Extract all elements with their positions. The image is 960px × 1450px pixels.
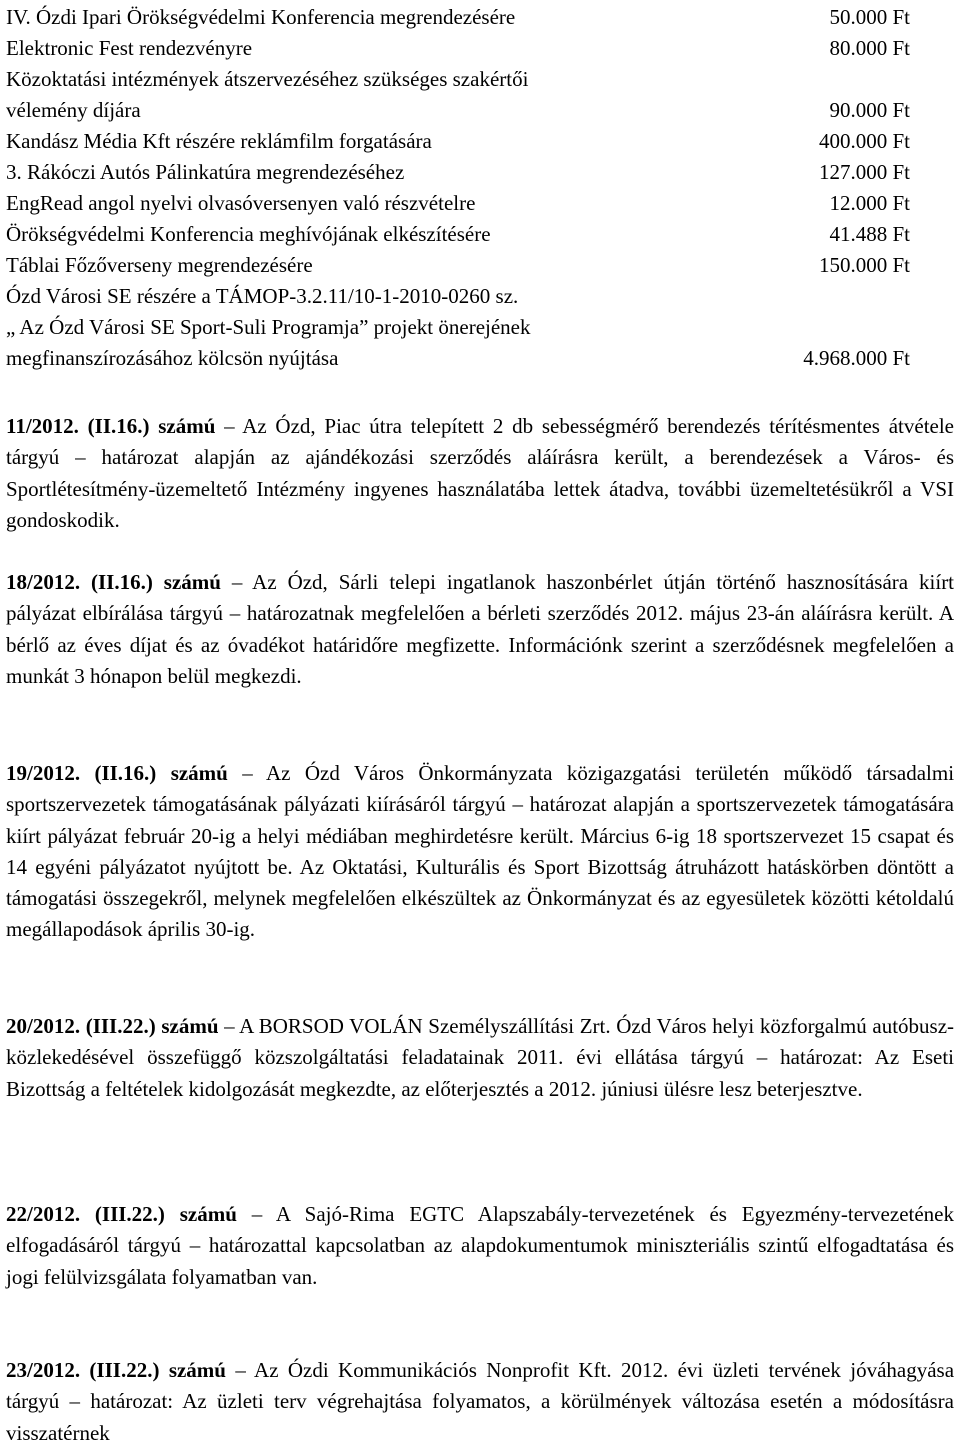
expense-amount: 12.000 Ft — [829, 191, 910, 215]
resolution-keyword: számú — [158, 414, 216, 438]
expense-row — [6, 64, 956, 95]
resolution-keyword: számú — [163, 570, 221, 594]
expense-description: „ Az Ózd Városi SE Sport-Suli Programja” projekt önerejének — [6, 315, 531, 339]
resolution-dash: – — [235, 1358, 246, 1382]
resolution-text: Az Ózd, Sárli telepi ingatlanok haszonbérlet útján történő hasznosítására kiírt pályázat elbírálása tárgyú – határozatnak megfelelően a bérleti szerződés 2012. május 23-án aláírásra került. A bérlő az éves díjat és az óvadékot határidőre megfizette. Információnk szerint a szerződésnek megfelelően a munkát 3 hónapon belül megkezdi. — [6, 570, 955, 688]
expense-description: Kandász Média Kft részére reklámfilm forgatására — [6, 129, 432, 153]
expense-list — [6, 2, 956, 374]
resolution-dash: – — [242, 761, 253, 785]
expense-row — [6, 157, 956, 188]
expense-amount: 400.000 Ft — [818, 129, 910, 153]
expense-row — [6, 250, 956, 281]
expense-description: Táblai Főzőverseny megrendezésére — [6, 253, 313, 277]
resolution-dash: – — [224, 1014, 235, 1038]
resolution-dash: – — [251, 1202, 263, 1226]
expense-amount: 80.000 Ft — [829, 36, 910, 60]
expense-description: megfinanszírozásához kölcsön nyújtása — [6, 346, 339, 370]
expense-description: Örökségvédelmi Konferencia meghívójának elkészítésére — [6, 222, 491, 246]
resolution-dash: – — [224, 414, 235, 438]
resolution-11-2012 — [6, 411, 954, 536]
expense-description: IV. Ózdi Ipari Örökségvédelmi Konferencia megrendezésére — [6, 5, 516, 29]
resolution-20-2012 — [6, 1011, 954, 1105]
expense-row — [6, 281, 956, 312]
resolution-number: 18/2012. (II.16.) — [6, 570, 153, 594]
resolution-number: 22/2012. (III.22.) — [6, 1202, 165, 1226]
resolution-number: 23/2012. (III.22.) — [6, 1358, 160, 1382]
expense-description: Ózd Városi SE részére a TÁMOP-3.2.11/10-1-2010-0260 sz. — [6, 284, 519, 308]
resolution-19-2012 — [6, 758, 954, 946]
resolution-22-2012 — [6, 1199, 954, 1293]
expense-row — [6, 343, 956, 374]
expense-description: 3. Rákóczi Autós Pálinkatúra megrendezéséhez — [6, 160, 405, 184]
expense-description: Közoktatási intézmények átszervezéséhez szükséges szakértői — [6, 67, 529, 91]
expense-row — [6, 2, 956, 33]
expense-description: Elektronic Fest rendezvényre — [6, 36, 253, 60]
resolution-keyword: számú — [161, 1014, 219, 1038]
resolution-keyword: számú — [168, 1358, 226, 1382]
expense-row — [6, 188, 956, 219]
expense-description: EngRead angol nyelvi olvasóversenyen való részvételre — [6, 191, 476, 215]
expense-amount: 150.000 Ft — [818, 253, 910, 277]
expense-row — [6, 312, 956, 343]
resolution-keyword: számú — [170, 761, 228, 785]
resolution-number: 20/2012. (III.22.) — [6, 1014, 156, 1038]
expense-amount: 4.968.000 Ft — [803, 346, 910, 370]
resolution-text: A Sajó-Rima EGTC Alapszabály-tervezetének és Egyezmény-tervezetének elfogadásáról tárgyú – határozattal kapcsolatban az alapdokumentumok miniszteriális szintű elfogadtatása és jogi felülvizsgálata folyamatban van. — [6, 1202, 954, 1289]
expense-amount: 90.000 Ft — [829, 98, 910, 122]
resolution-text: Az Ózd Város Önkormányzata közigazgatási területén működő társadalmi sportszervezetek támogatásának pályázati kiírásáról tárgyú – határozat alapján a sportszervezetek támogatására kiírt pályázat február 20-ig a helyi médiában meghirdetésre került. Március 6-ig 18 sportszervezet 15 csapat és 14 egyéni pályázatot nyújtott be. Az Oktatási, Kulturális és Sport Bizottság átruházott hatáskörben döntött a támogatási összegekről, melynek megfelelően elkészültek az Önkormányzat és az egyesületek közötti kétoldalú megállapodások április 30-ig. — [6, 761, 955, 942]
resolution-text: Az Ózdi Kommunikációs Nonprofit Kft. 2012. évi üzleti tervének jóváhagyása tárgyú – határozat: Az üzleti terv végrehajtása folyamatos, a körülmények változása esetén a módosításra visszatérnek — [6, 1358, 955, 1445]
resolution-text: Az Ózd, Piac útra telepített 2 db sebességmérő berendezés térítésmentes átvétele tárgyú – határozat alapján az ajándékozási szerződés aláírásra került, a berendezések a Város- és Sportlétesítmény-üzemeltető Intézmény ingyenes használatába lettek átadva, további üzemeltetésükről a VSI gondoskodik. — [6, 414, 955, 532]
expense-row — [6, 219, 956, 250]
expense-row — [6, 126, 956, 157]
expense-description: vélemény díjára — [6, 98, 141, 122]
expense-row — [6, 95, 956, 126]
expense-amount: 41.488 Ft — [829, 222, 910, 246]
expense-row — [6, 33, 956, 64]
resolution-18-2012 — [6, 567, 954, 692]
resolution-text: A BORSOD VOLÁN Személyszállítási Zrt. Ózd Város helyi közforgalmú autóbusz-közlekedésével összefüggő közszolgáltatási feladatainak 2011. évi ellátása tárgyú – határozat: Az Eseti Bizottság a feltételek kidolgozását megkezdte, az előterjesztés a 2012. júniusi ülésre lesz beterjesztve. — [6, 1014, 955, 1101]
expense-amount: 127.000 Ft — [818, 160, 910, 184]
resolution-keyword: számú — [179, 1202, 237, 1226]
resolution-number: 11/2012. (II.16.) — [6, 414, 150, 438]
resolution-dash: – — [231, 570, 243, 594]
resolution-number: 19/2012. (II.16.) — [6, 761, 157, 785]
resolution-23-2012 — [6, 1355, 954, 1449]
expense-amount: 50.000 Ft — [829, 5, 910, 29]
